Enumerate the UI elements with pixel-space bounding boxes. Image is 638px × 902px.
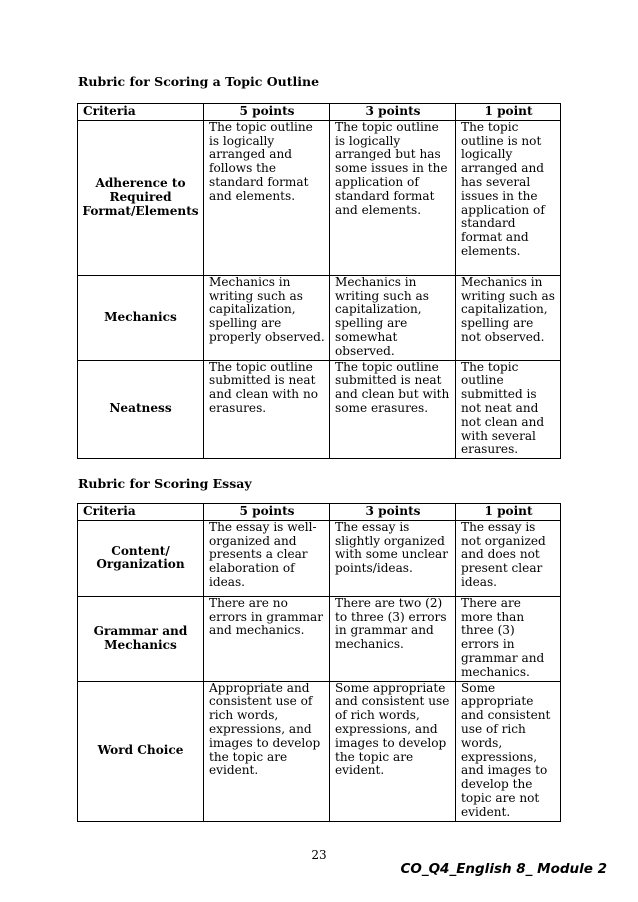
table-row xyxy=(78,596,561,681)
one-point-cell: There are more than three (3) errors in grammar and mechanics. xyxy=(456,596,561,681)
outline-rubric-title: Rubric for Scoring a Topic Outline xyxy=(78,74,320,89)
column-header-1-point: 1 point xyxy=(456,104,561,121)
essay-rubric-title: Rubric for Scoring Essay xyxy=(78,476,252,491)
three-points-cell: There are two (2) to three (3) errors in grammar and mechanics. xyxy=(330,596,456,681)
one-point-cell: The topic outline submitted is not neat and not clean and with several erasures. xyxy=(456,360,561,459)
table-header-row xyxy=(78,104,561,121)
five-points-cell: The topic outline is logically arranged and follows the standard format and elements. xyxy=(204,120,330,275)
five-points-cell: There are no errors in grammar and mechanics. xyxy=(204,596,330,681)
three-points-cell: Some appropriate and consistent use of rich words, expressions, and images to develop the topic are evident. xyxy=(330,681,456,821)
column-header-5-points: 5 points xyxy=(204,504,330,521)
table-row xyxy=(78,681,561,821)
column-header-criteria: Criteria xyxy=(78,104,204,121)
one-point-cell: Mechanics in writing such as capitalization, spelling are not observed. xyxy=(456,275,561,360)
column-header-5-points: 5 points xyxy=(204,104,330,121)
three-points-cell: The topic outline is logically arranged but has some issues in the application of standard format and elements. xyxy=(330,120,456,275)
five-points-cell: Mechanics in writing such as capitalization, spelling are properly observed. xyxy=(204,275,330,360)
module-code: CO_Q4_English 8_ Module 2 xyxy=(400,861,607,877)
column-header-3-points: 3 points xyxy=(330,504,456,521)
three-points-cell: The essay is slightly organized with some unclear points/ideas. xyxy=(330,520,456,596)
table-row xyxy=(78,360,561,459)
criteria-cell: Neatness xyxy=(78,360,204,459)
column-header-1-point: 1 point xyxy=(456,504,561,521)
table-row xyxy=(78,275,561,360)
table-header-row xyxy=(78,504,561,521)
column-header-3-points: 3 points xyxy=(330,104,456,121)
criteria-cell: Content/ Organization xyxy=(78,520,204,596)
one-point-cell: The topic outline is not logically arranged and has several issues in the application of standard format and elements. xyxy=(456,120,561,275)
criteria-cell: Adherence to Required Format/Elements xyxy=(78,120,204,275)
essay-rubric-table xyxy=(77,503,561,822)
one-point-cell: Some appropriate and consistent use of rich words, expressions, and images to develop the topic are not evident. xyxy=(456,681,561,821)
criteria-cell: Mechanics xyxy=(78,275,204,360)
outline-rubric-table xyxy=(77,103,561,459)
three-points-cell: The topic outline submitted is neat and clean but with some erasures. xyxy=(330,360,456,459)
five-points-cell: The essay is well-organized and presents a clear elaboration of ideas. xyxy=(204,520,330,596)
column-header-criteria: Criteria xyxy=(78,504,204,521)
criteria-cell: Grammar and Mechanics xyxy=(78,596,204,681)
table-row xyxy=(78,120,561,275)
criteria-cell: Word Choice xyxy=(78,681,204,821)
three-points-cell: Mechanics in writing such as capitalization, spelling are somewhat observed. xyxy=(330,275,456,360)
five-points-cell: The topic outline submitted is neat and clean with no erasures. xyxy=(204,360,330,459)
page-number: 23 xyxy=(311,848,327,862)
five-points-cell: Appropriate and consistent use of rich words, expressions, and images to develop the topic are evident. xyxy=(204,681,330,821)
one-point-cell: The essay is not organized and does not present clear ideas. xyxy=(456,520,561,596)
table-row xyxy=(78,520,561,596)
